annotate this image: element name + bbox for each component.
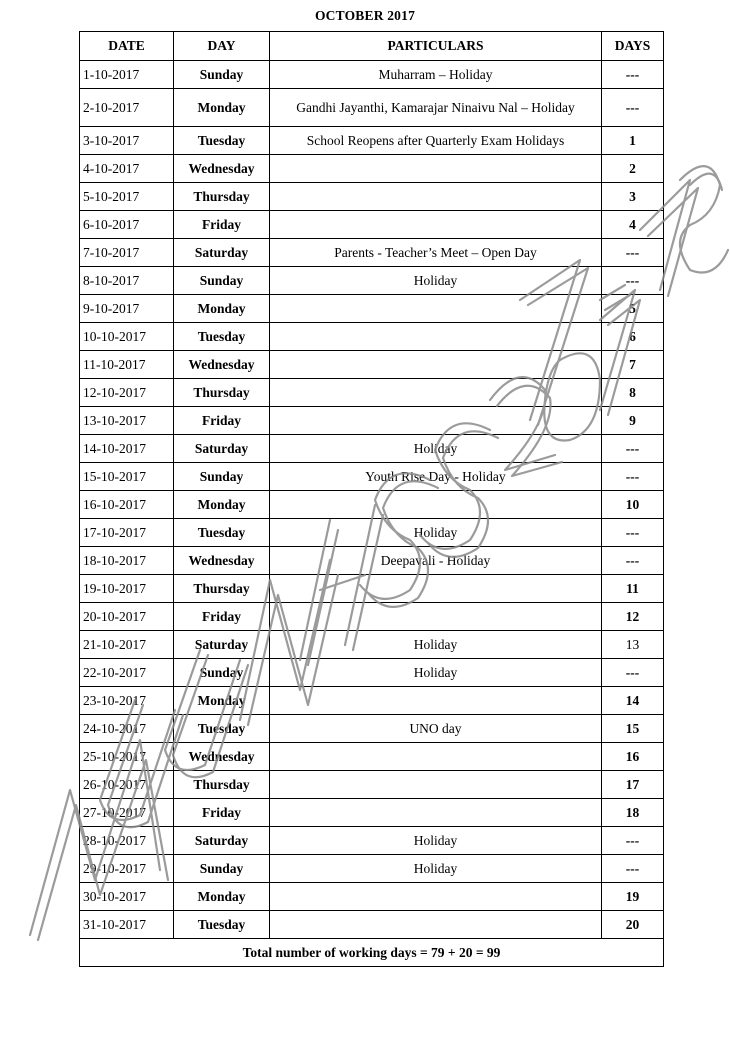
date-cell: 23-10-2017 <box>80 687 174 715</box>
month-title: OCTOBER 2017 <box>314 8 416 23</box>
header-date: DATE <box>80 32 174 61</box>
table-row <box>80 827 664 855</box>
table-row <box>80 687 664 715</box>
day-cell: Tuesday <box>174 127 270 155</box>
particulars-cell: Muharram – Holiday <box>270 61 602 89</box>
days-count-cell: --- <box>602 435 664 463</box>
days-count-cell: 2 <box>602 155 664 183</box>
date-cell: 1-10-2017 <box>80 61 174 89</box>
days-count-cell: --- <box>602 547 664 575</box>
days-count-cell: --- <box>602 463 664 491</box>
days-count-cell: 18 <box>602 799 664 827</box>
table-row <box>80 155 664 183</box>
table-row <box>80 61 664 89</box>
day-cell: Sunday <box>174 61 270 89</box>
particulars-cell: Holiday <box>270 519 602 547</box>
particulars-cell: Gandhi Jayanthi, Kamarajar Ninaivu Nal – Holiday <box>270 89 602 127</box>
particulars-cell <box>270 183 602 211</box>
table-row <box>80 239 664 267</box>
particulars-cell <box>270 687 602 715</box>
particulars-cell <box>270 911 602 939</box>
total-working-days: Total number of working days = 79 + 20 = 99 <box>80 939 664 967</box>
particulars-cell: Holiday <box>270 631 602 659</box>
particulars-cell <box>270 379 602 407</box>
table-row <box>80 575 664 603</box>
day-cell: Wednesday <box>174 743 270 771</box>
date-cell: 7-10-2017 <box>80 239 174 267</box>
particulars-cell <box>270 295 602 323</box>
day-cell: Wednesday <box>174 547 270 575</box>
header-day: DAY <box>174 32 270 61</box>
particulars-cell <box>270 883 602 911</box>
particulars-cell: UNO day <box>270 715 602 743</box>
date-cell: 12-10-2017 <box>80 379 174 407</box>
particulars-cell <box>270 351 602 379</box>
days-count-cell: 3 <box>602 183 664 211</box>
header-row <box>80 32 664 61</box>
date-cell: 30-10-2017 <box>80 883 174 911</box>
days-count-cell: --- <box>602 89 664 127</box>
date-cell: 19-10-2017 <box>80 575 174 603</box>
days-count-cell: --- <box>602 827 664 855</box>
day-cell: Tuesday <box>174 323 270 351</box>
days-count-cell: 17 <box>602 771 664 799</box>
day-cell: Friday <box>174 211 270 239</box>
table-row <box>80 463 664 491</box>
particulars-cell <box>270 575 602 603</box>
days-count-cell: 13 <box>602 631 664 659</box>
particulars-cell: Parents - Teacher’s Meet – Open Day <box>270 239 602 267</box>
days-count-cell: 11 <box>602 575 664 603</box>
table-row <box>80 351 664 379</box>
days-count-cell: 19 <box>602 883 664 911</box>
date-cell: 2-10-2017 <box>80 89 174 127</box>
day-cell: Monday <box>174 687 270 715</box>
table-row <box>80 89 664 127</box>
particulars-cell <box>270 743 602 771</box>
days-count-cell: 5 <box>602 295 664 323</box>
days-count-cell: 20 <box>602 911 664 939</box>
date-cell: 11-10-2017 <box>80 351 174 379</box>
day-cell: Saturday <box>174 631 270 659</box>
day-cell: Saturday <box>174 827 270 855</box>
particulars-cell <box>270 799 602 827</box>
total-row <box>80 939 664 967</box>
calendar-table <box>79 31 664 967</box>
date-cell: 4-10-2017 <box>80 155 174 183</box>
days-count-cell: 12 <box>602 603 664 631</box>
date-cell: 22-10-2017 <box>80 659 174 687</box>
day-cell: Sunday <box>174 463 270 491</box>
date-cell: 13-10-2017 <box>80 407 174 435</box>
date-cell: 10-10-2017 <box>80 323 174 351</box>
table-row <box>80 771 664 799</box>
table-row <box>80 127 664 155</box>
particulars-cell <box>270 603 602 631</box>
day-cell: Monday <box>174 883 270 911</box>
date-cell: 17-10-2017 <box>80 519 174 547</box>
table-row <box>80 295 664 323</box>
table-row <box>80 547 664 575</box>
day-cell: Monday <box>174 491 270 519</box>
day-cell: Saturday <box>174 239 270 267</box>
day-cell: Friday <box>174 407 270 435</box>
date-cell: 26-10-2017 <box>80 771 174 799</box>
days-count-cell: 4 <box>602 211 664 239</box>
day-cell: Thursday <box>174 575 270 603</box>
date-cell: 6-10-2017 <box>80 211 174 239</box>
day-cell: Monday <box>174 89 270 127</box>
days-count-cell: 1 <box>602 127 664 155</box>
day-cell: Sunday <box>174 855 270 883</box>
days-count-cell: 7 <box>602 351 664 379</box>
date-cell: 15-10-2017 <box>80 463 174 491</box>
day-cell: Friday <box>174 603 270 631</box>
date-cell: 24-10-2017 <box>80 715 174 743</box>
table-row <box>80 379 664 407</box>
table-row <box>80 407 664 435</box>
days-count-cell: 10 <box>602 491 664 519</box>
day-cell: Thursday <box>174 379 270 407</box>
days-count-cell: --- <box>602 61 664 89</box>
date-cell: 8-10-2017 <box>80 267 174 295</box>
particulars-cell <box>270 771 602 799</box>
table-row <box>80 855 664 883</box>
date-cell: 29-10-2017 <box>80 855 174 883</box>
calendar-rows <box>80 61 664 939</box>
days-count-cell: 15 <box>602 715 664 743</box>
days-count-cell: --- <box>602 239 664 267</box>
date-cell: 16-10-2017 <box>80 491 174 519</box>
day-cell: Sunday <box>174 267 270 295</box>
particulars-cell: Holiday <box>270 827 602 855</box>
table-row <box>80 659 664 687</box>
particulars-cell: School Reopens after Quarterly Exam Holidays <box>270 127 602 155</box>
header-particulars: PARTICULARS <box>270 32 602 61</box>
date-cell: 5-10-2017 <box>80 183 174 211</box>
particulars-cell <box>270 407 602 435</box>
table-row <box>80 323 664 351</box>
date-cell: 31-10-2017 <box>80 911 174 939</box>
particulars-cell <box>270 211 602 239</box>
days-count-cell: 9 <box>602 407 664 435</box>
date-cell: 20-10-2017 <box>80 603 174 631</box>
table-row <box>80 799 664 827</box>
table-row <box>80 631 664 659</box>
days-count-cell: 8 <box>602 379 664 407</box>
table-row <box>80 743 664 771</box>
day-cell: Sunday <box>174 659 270 687</box>
particulars-cell <box>270 491 602 519</box>
day-cell: Tuesday <box>174 911 270 939</box>
table-row <box>80 519 664 547</box>
date-cell: 25-10-2017 <box>80 743 174 771</box>
days-count-cell: --- <box>602 855 664 883</box>
date-cell: 14-10-2017 <box>80 435 174 463</box>
particulars-cell <box>270 155 602 183</box>
day-cell: Tuesday <box>174 519 270 547</box>
particulars-cell <box>270 323 602 351</box>
table-row <box>80 715 664 743</box>
date-cell: 21-10-2017 <box>80 631 174 659</box>
table-row <box>80 267 664 295</box>
day-cell: Monday <box>174 295 270 323</box>
table-row <box>80 435 664 463</box>
days-count-cell: 14 <box>602 687 664 715</box>
day-cell: Thursday <box>174 183 270 211</box>
days-count-cell: --- <box>602 659 664 687</box>
header-days: DAYS <box>602 32 664 61</box>
day-cell: Saturday <box>174 435 270 463</box>
days-count-cell: 6 <box>602 323 664 351</box>
date-cell: 3-10-2017 <box>80 127 174 155</box>
day-cell: Wednesday <box>174 155 270 183</box>
particulars-cell: Holiday <box>270 659 602 687</box>
date-cell: 27-10-2017 <box>80 799 174 827</box>
day-cell: Wednesday <box>174 351 270 379</box>
table-row <box>80 883 664 911</box>
days-count-cell: --- <box>602 267 664 295</box>
table-row <box>80 491 664 519</box>
particulars-cell: Youth Rise Day - Holiday <box>270 463 602 491</box>
particulars-cell: Holiday <box>270 855 602 883</box>
table-row <box>80 183 664 211</box>
date-cell: 28-10-2017 <box>80 827 174 855</box>
particulars-cell: Holiday <box>270 267 602 295</box>
days-count-cell: 16 <box>602 743 664 771</box>
table-row <box>80 603 664 631</box>
days-count-cell: --- <box>602 519 664 547</box>
date-cell: 9-10-2017 <box>80 295 174 323</box>
day-cell: Friday <box>174 799 270 827</box>
day-cell: Thursday <box>174 771 270 799</box>
date-cell: 18-10-2017 <box>80 547 174 575</box>
particulars-cell: Deepavali - Holiday <box>270 547 602 575</box>
table-row <box>80 911 664 939</box>
table-row <box>80 211 664 239</box>
day-cell: Tuesday <box>174 715 270 743</box>
particulars-cell: Holiday <box>270 435 602 463</box>
